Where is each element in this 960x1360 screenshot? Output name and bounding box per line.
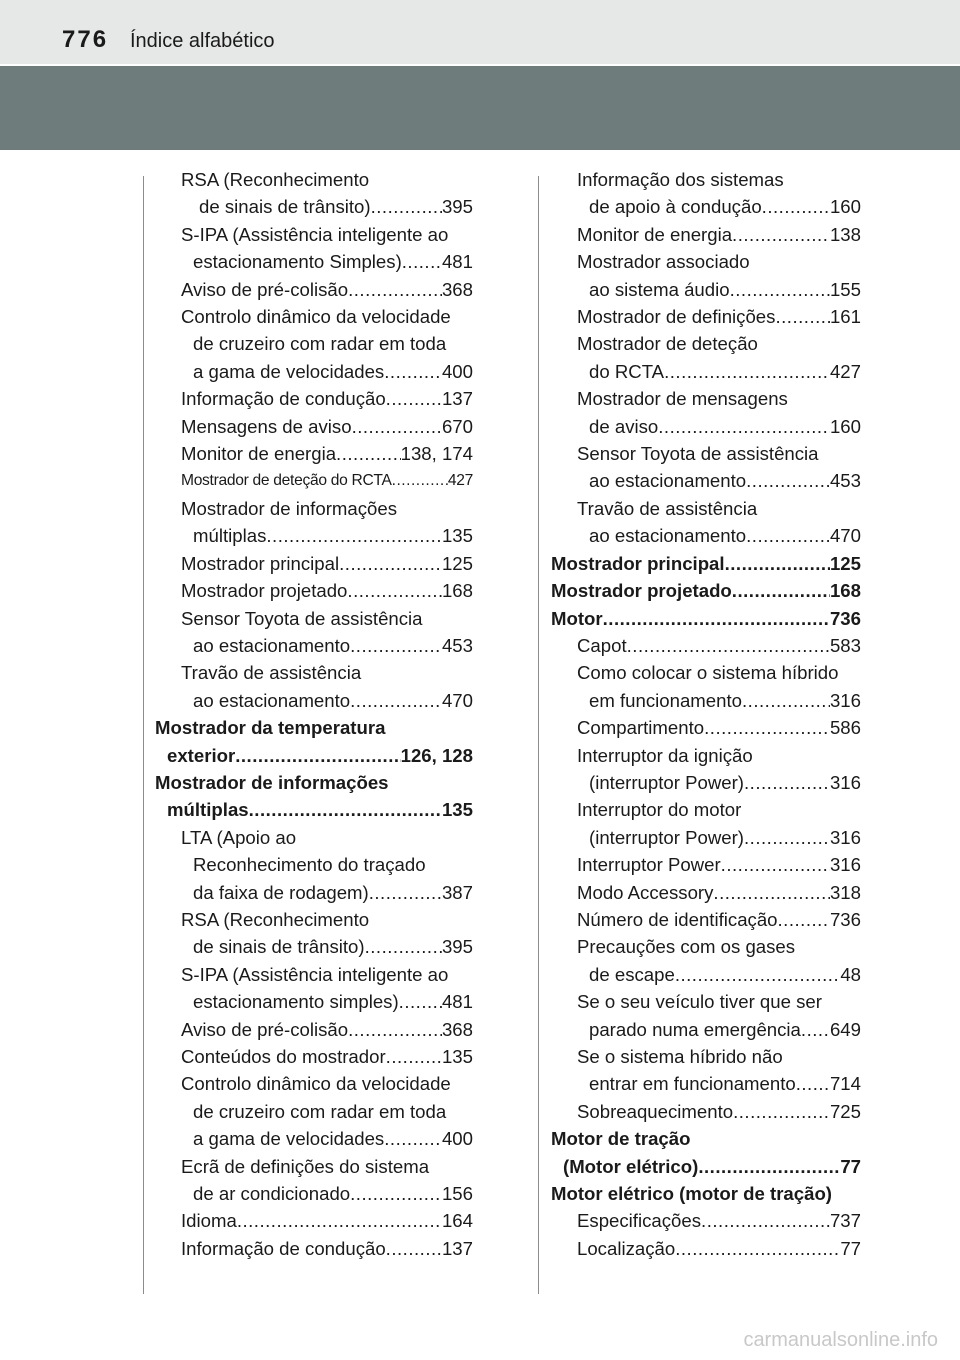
index-entry: Se o seu veículo tiver que ser xyxy=(577,991,822,1013)
index-entry: de sinais de trânsito) ..... 395 xyxy=(155,193,473,220)
index-entry: Sobreaquecimento ..... 725 xyxy=(551,1098,861,1125)
index-entry: do RCTA ..... 427 xyxy=(551,358,861,385)
index-entry: da faixa de rodagem) ..... 387 xyxy=(155,879,473,906)
index-entry: estacionamento simples) ..... 481 xyxy=(155,988,473,1015)
index-entry: Mostrador de deteção do RCTA ..... 427 xyxy=(155,467,473,494)
index-entry: Informação de condução ..... 137 xyxy=(155,385,473,412)
index-entry: de ar condicionado ..... 156 xyxy=(155,1180,473,1207)
index-column-left xyxy=(155,166,473,1262)
index-entry: Capot ..... 583 xyxy=(551,632,861,659)
index-entry: de escape ..... 48 xyxy=(551,961,861,988)
index-entry: Mostrador de definições ..... 161 xyxy=(551,303,861,330)
index-entry: RSA (Reconhecimento xyxy=(181,908,370,930)
index-entry: Interruptor da ignição xyxy=(577,744,753,766)
index-entry: Aviso de pré-colisão ..... 368 xyxy=(155,1016,473,1043)
index-heading: (Motor elétrico) ..... 77 xyxy=(551,1153,861,1180)
index-entry: Travão de assistência xyxy=(577,497,758,519)
index-entry: Mostrador principal ..... 125 xyxy=(155,550,473,577)
index-entry: Interruptor do motor xyxy=(577,799,742,821)
column-divider-left xyxy=(143,176,144,1294)
index-entry: Como colocar o sistema híbrido xyxy=(577,662,839,684)
index-entry: Informação dos sistemas xyxy=(577,169,784,190)
index-entry: Controlo dinâmico da velocidade xyxy=(181,306,451,328)
index-entry: Mostrador de informações xyxy=(181,497,397,519)
index-entry: Mostrador associado xyxy=(577,251,750,273)
index-entry: Localização ..... 77 xyxy=(551,1235,861,1262)
index-entry: (interruptor Power) ..... 316 xyxy=(551,824,861,851)
index-entry: a gama de velocidades ..... 400 xyxy=(155,1125,473,1152)
index-heading: exterior ..... 126, 128 xyxy=(155,742,473,769)
index-entry: a gama de velocidades ..... 400 xyxy=(155,358,473,385)
index-entry: (interruptor Power) ..... 316 xyxy=(551,769,861,796)
index-entry: de cruzeiro com radar em toda xyxy=(193,1100,447,1122)
index-entry: Informação de condução ..... 137 xyxy=(155,1235,473,1262)
index-heading: múltiplas ..... 135 xyxy=(155,796,473,823)
index-heading: Motor ..... 736 xyxy=(551,605,861,632)
index-heading: Motor de tração xyxy=(551,1128,691,1150)
index-entry: múltiplas ..... 135 xyxy=(155,522,473,549)
index-entry: Interruptor Power ..... 316 xyxy=(551,851,861,878)
index-entry: Monitor de energia ..... 138, 174 xyxy=(155,440,473,467)
index-heading: Motor elétrico (motor de tração) xyxy=(551,1183,833,1205)
index-entry: S-IPA (Assistência inteligente ao xyxy=(181,963,449,985)
index-entry: Aviso de pré-colisão ..... 368 xyxy=(155,276,473,303)
index-entry: de cruzeiro com radar em toda xyxy=(193,333,447,355)
column-divider-right xyxy=(538,176,539,1294)
index-entry: estacionamento Simples) ..... 481 xyxy=(155,248,473,275)
page-header xyxy=(0,0,960,66)
index-entry: Idioma ..... 164 xyxy=(155,1207,473,1234)
index-entry: de sinais de trânsito) ..... 395 xyxy=(155,933,473,960)
index-entry: de apoio à condução ..... 160 xyxy=(551,193,861,220)
page-number: 776 xyxy=(62,26,109,53)
index-entry: Monitor de energia ..... 138 xyxy=(551,221,861,248)
index-entry: RSA (Reconhecimento xyxy=(181,169,370,190)
index-entry: Reconhecimento do traçado xyxy=(193,854,426,876)
index-entry: Conteúdos do mostrador ..... 135 xyxy=(155,1043,473,1070)
index-entry: ao estacionamento ..... 470 xyxy=(155,687,473,714)
page-title: Índice alfabético xyxy=(130,30,275,52)
index-entry: Mensagens de aviso ..... 670 xyxy=(155,413,473,440)
index-entry: Ecrã de definições do sistema xyxy=(181,1155,430,1177)
index-entry: Modo Accessory ..... 318 xyxy=(551,879,861,906)
index-heading: Mostrador principal ..... 125 xyxy=(551,550,861,577)
index-entry: Se o sistema híbrido não xyxy=(577,1046,783,1067)
index-entry: ao estacionamento ..... 453 xyxy=(155,632,473,659)
index-entry: em funcionamento ..... 316 xyxy=(551,687,861,714)
index-entry: Compartimento ..... 586 xyxy=(551,714,861,741)
index-heading: Mostrador projetado ..... 168 xyxy=(551,577,861,604)
index-entry: Controlo dinâmico da velocidade xyxy=(181,1073,451,1095)
index-entry: Travão de assistência xyxy=(181,662,362,684)
index-column-right xyxy=(551,166,861,1262)
index-entry: S-IPA (Assistência inteligente ao xyxy=(181,223,449,245)
index-entry: Mostrador de deteção xyxy=(577,333,758,355)
index-entry: ao sistema áudio ..... 155 xyxy=(551,276,861,303)
index-entry: de aviso ..... 160 xyxy=(551,413,861,440)
index-entry: Mostrador de mensagens xyxy=(577,388,788,410)
header-band xyxy=(0,66,960,150)
index-entry: entrar em funcionamento ..... 714 xyxy=(551,1070,861,1097)
index-entry: Sensor Toyota de assistência xyxy=(577,443,819,465)
index-entry: Especificações ..... 737 xyxy=(551,1207,861,1234)
index-entry: Número de identificação ..... 736 xyxy=(551,906,861,933)
watermark-link[interactable]: carmanualsonline.info xyxy=(743,1329,938,1351)
index-entry: LTA (Apoio ao xyxy=(181,826,297,848)
index-entry: ao estacionamento ..... 453 xyxy=(551,467,861,494)
index-heading: Mostrador de informações xyxy=(155,771,389,793)
index-entry: Mostrador projetado ..... 168 xyxy=(155,577,473,604)
index-entry: Precauções com os gases xyxy=(577,936,796,958)
index-entry: parado numa emergência ..... 649 xyxy=(551,1016,861,1043)
index-entry: Sensor Toyota de assistência xyxy=(181,607,423,629)
index-entry: ao estacionamento ..... 470 xyxy=(551,522,861,549)
index-heading: Mostrador da temperatura xyxy=(155,717,386,739)
